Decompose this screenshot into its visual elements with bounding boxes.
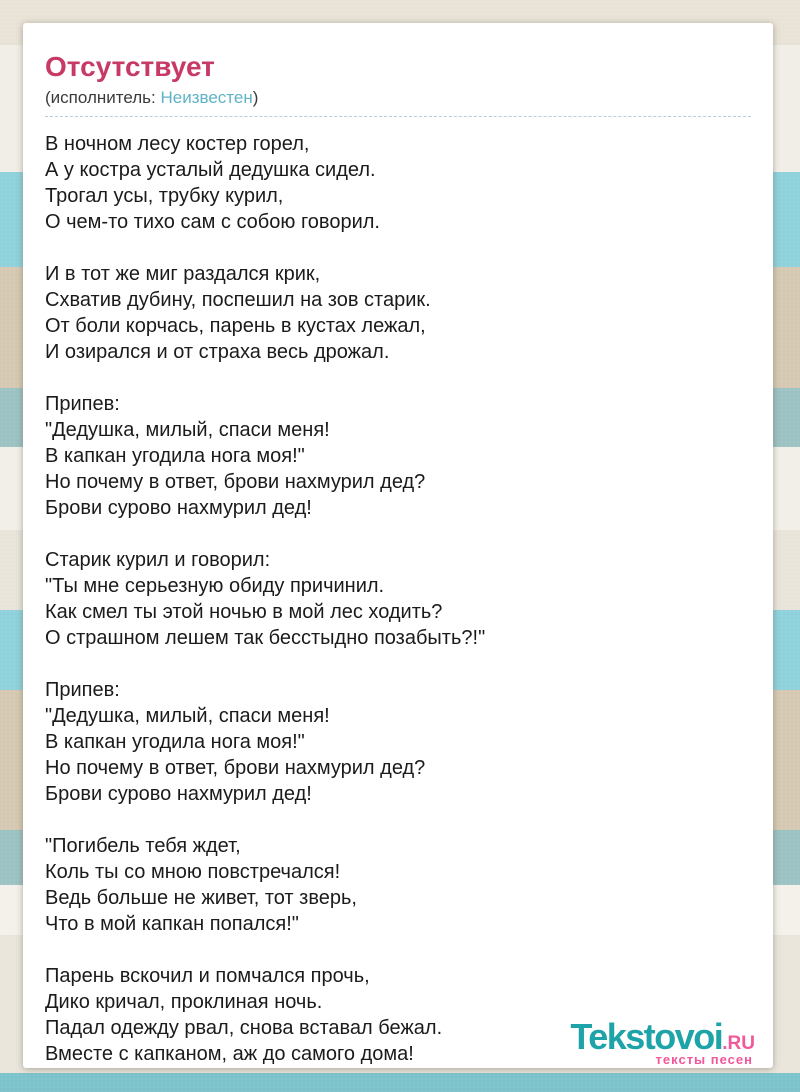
lyrics-line: Но почему в ответ, брови нахмурил дед? — [45, 757, 426, 779]
lyrics-line: Как смел ты этой ночью в мой лес ходить? — [45, 601, 443, 623]
lyrics-line: Коль ты со мною повстречался! — [45, 861, 341, 883]
lyrics-line: Брови сурово нахмурил дед! — [45, 783, 312, 805]
performer-label-suffix: ) — [252, 88, 259, 107]
lyrics-line: О страшном лешем так бесстыдно позабыть?!" — [45, 627, 486, 649]
stanza — [45, 677, 751, 807]
background-stripe — [0, 1073, 800, 1092]
lyrics-line: Трогал усы, трубку курил, — [45, 185, 284, 207]
performer-line — [45, 88, 751, 117]
brand-tagline: тексты песен — [655, 1052, 753, 1067]
lyrics — [45, 131, 751, 1067]
lyrics-line: Старик курил и говорил: — [45, 549, 271, 571]
lyrics-line: В капкан угодила нога моя!" — [45, 731, 305, 753]
stanza — [45, 131, 751, 235]
lyrics-line: И в тот же миг раздался крик, — [45, 263, 321, 285]
performer-label: (исполнитель: — [45, 88, 161, 107]
lyrics-line: Парень вскочил и помчался прочь, — [45, 965, 370, 987]
lyrics-line: О чем-то тихо сам с собою говорил. — [45, 211, 380, 233]
lyrics-line: Что в мой капкан попался!" — [45, 913, 299, 935]
lyrics-line: "Дедушка, милый, спаси меня! — [45, 419, 330, 441]
lyrics-line: "Ты мне серьезную обиду причинил. — [45, 575, 385, 597]
lyrics-line: Схватив дубину, поспешил на зов старик. — [45, 289, 431, 311]
lyrics-line: Припев: — [45, 679, 120, 701]
lyrics-line: Но почему в ответ, брови нахмурил дед? — [45, 471, 426, 493]
stanza — [45, 547, 751, 651]
lyrics-line: В ночном лесу костер горел, — [45, 133, 310, 155]
lyrics-line: От боли корчась, парень в кустах лежал, — [45, 315, 426, 337]
lyrics-line: "Погибель тебя ждет, — [45, 835, 241, 857]
lyrics-line: Ведь больше не живет, тот зверь, — [45, 887, 357, 909]
lyrics-card — [23, 23, 773, 1068]
stanza — [45, 261, 751, 365]
brand-name: Tekstovoi — [570, 1016, 723, 1057]
page-title: Отсутствует — [45, 51, 215, 82]
lyrics-line: В капкан угодила нога моя!" — [45, 445, 305, 467]
lyrics-line: Припев: — [45, 393, 120, 415]
performer-link[interactable]: Неизвестен — [160, 88, 253, 107]
lyrics-line: Вместе с капканом, аж до самого дома! — [45, 1043, 414, 1065]
brand-logo[interactable] — [570, 1016, 755, 1067]
brand-logo-text — [570, 1016, 755, 1057]
stanza — [45, 391, 751, 521]
brand-domain: .RU — [722, 1033, 755, 1054]
lyrics-line: "Дедушка, милый, спаси меня! — [45, 705, 330, 727]
lyrics-line: Брови сурово нахмурил дед! — [45, 497, 312, 519]
lyrics-line: Дико кричал, проклиная ночь. — [45, 991, 323, 1013]
lyrics-line: А у костра усталый дедушка сидел. — [45, 159, 376, 181]
stanza — [45, 833, 751, 937]
lyrics-line: Падал одежду рвал, снова вставал бежал. — [45, 1017, 443, 1039]
lyrics-line: И озирался и от страха весь дрожал. — [45, 341, 390, 363]
